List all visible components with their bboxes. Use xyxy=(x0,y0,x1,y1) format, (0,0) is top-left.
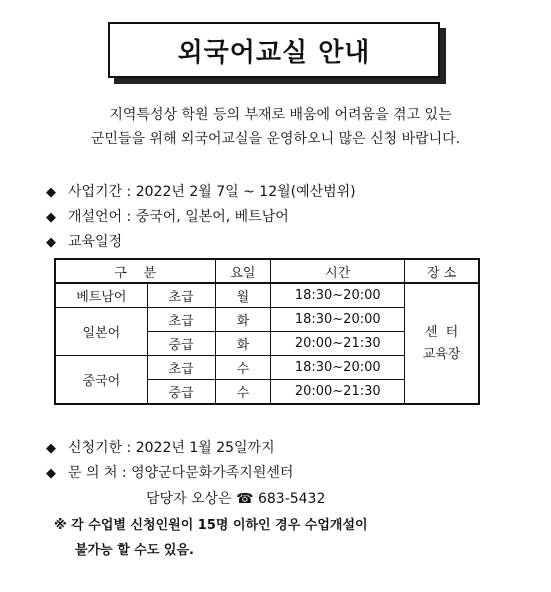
intro-line-1: 지역특성상 학원 등의 부재로 배움에 어려움을 겪고 있는 xyxy=(109,107,452,123)
apply-contact xyxy=(46,462,293,482)
deadline-separator: : xyxy=(122,440,136,456)
diamond-bullet-icon: ◆ xyxy=(46,235,56,250)
page-title: 외국어교실 안내 xyxy=(108,22,440,78)
info-label: 교육일정 xyxy=(68,234,123,250)
table-header-row xyxy=(56,260,479,284)
phone-icon: ☎ xyxy=(236,491,254,507)
schedule-table xyxy=(55,259,479,404)
apply-deadline xyxy=(46,437,275,457)
contact-person-line xyxy=(146,488,325,508)
cell-level: 중급 xyxy=(147,332,215,356)
cell-day: 수 xyxy=(215,356,271,380)
cell-time: 20:00~21:30 xyxy=(271,332,405,356)
cell-level: 초급 xyxy=(147,308,215,332)
cell-level: 중급 xyxy=(147,380,215,404)
cell-place xyxy=(405,283,479,404)
title-frame xyxy=(108,22,444,82)
diamond-bullet-icon: ◆ xyxy=(46,210,56,225)
table-row xyxy=(56,283,479,308)
header-time: 시간 xyxy=(271,260,405,284)
info-separator: : xyxy=(122,209,136,225)
info-value: 중국어, 일본어, 베트남어 xyxy=(135,209,289,225)
info-value: 2022년 2월 7일 ~ 12월(예산범위) xyxy=(135,184,356,200)
cell-language: 일본어 xyxy=(56,308,148,356)
cell-language: 베트남어 xyxy=(56,283,148,308)
note-text-1: 각 수업별 신청인원이 15명 이하인 경우 수업개설이 xyxy=(71,518,368,533)
cell-time: 18:30~20:00 xyxy=(271,356,405,380)
info-schedule xyxy=(46,231,122,251)
contact-person: 담당자 오상은 xyxy=(146,491,232,507)
info-label: 개설언어 xyxy=(68,209,123,225)
cell-time: 18:30~20:00 xyxy=(271,283,405,308)
info-label: 사업기간 xyxy=(68,184,123,200)
cell-level: 초급 xyxy=(147,283,215,308)
header-day: 요일 xyxy=(215,260,271,284)
cell-time: 18:30~20:00 xyxy=(271,308,405,332)
diamond-bullet-icon: ◆ xyxy=(46,185,56,200)
reference-mark-icon: ※ xyxy=(54,518,67,533)
place-line-1: 센 터 xyxy=(424,324,459,340)
deadline-label: 신청기한 xyxy=(68,440,123,456)
contact-value: 영양군다문화가족지원센터 xyxy=(131,465,294,481)
cell-language: 중국어 xyxy=(56,356,148,404)
place-line-2: 교육장 xyxy=(422,346,461,362)
header-category: 구 분 xyxy=(56,260,216,284)
cell-day: 화 xyxy=(215,308,271,332)
cell-time: 20:00~21:30 xyxy=(271,380,405,404)
deadline-value: 2022년 1월 25일까지 xyxy=(135,440,275,456)
intro-line-2: 군민들을 위해 외국어교실을 운영하오니 많은 신청 바랍니다. xyxy=(90,131,461,147)
contact-label: 문 의 처 xyxy=(68,465,118,481)
cell-day: 화 xyxy=(215,332,271,356)
diamond-bullet-icon: ◆ xyxy=(46,466,56,481)
info-separator: : xyxy=(122,184,136,200)
info-period xyxy=(46,181,356,201)
note-line-1 xyxy=(54,514,368,533)
cell-day: 수 xyxy=(215,380,271,404)
cell-level: 초급 xyxy=(147,356,215,380)
contact-separator: : xyxy=(117,465,132,481)
header-place: 장 소 xyxy=(405,260,479,284)
note-line-2: 불가능 할 수도 있음. xyxy=(75,543,194,558)
phone-number: 683-5432 xyxy=(257,491,326,507)
diamond-bullet-icon: ◆ xyxy=(46,441,56,456)
cell-day: 월 xyxy=(215,283,271,308)
info-languages xyxy=(46,206,289,226)
